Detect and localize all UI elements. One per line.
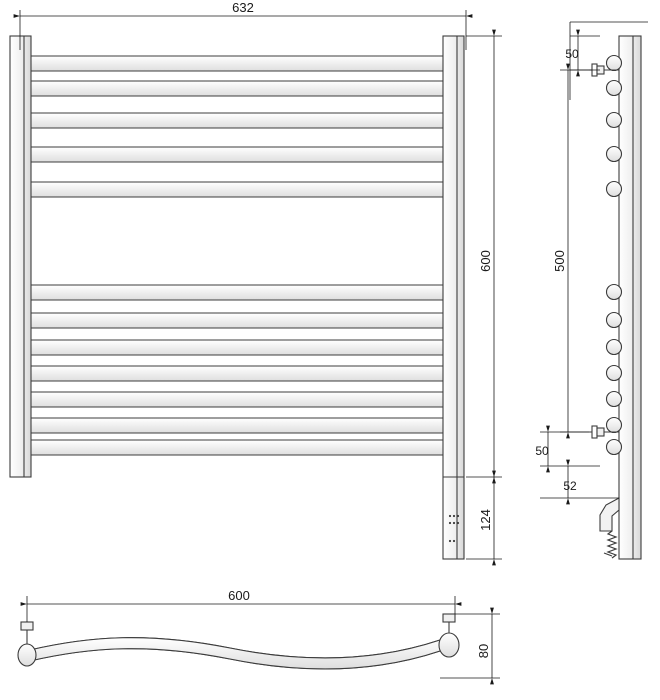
dim-50-top-label: 50 <box>565 47 579 61</box>
dim-600-height-label: 600 <box>478 250 493 272</box>
side-view-heating-element <box>600 498 619 558</box>
front-view <box>10 36 464 559</box>
side-view <box>589 36 641 559</box>
top-view-right-end <box>439 614 459 657</box>
dim-52-label: 52 <box>563 479 577 493</box>
dim-600-width-label: 600 <box>228 588 250 603</box>
front-view-rails-upper <box>22 56 452 197</box>
dim-124-label: 124 <box>478 509 493 531</box>
dim-632-label: 632 <box>232 0 254 15</box>
dim-50-bottom-label: 50 <box>535 444 549 458</box>
front-view-left-post <box>10 36 31 477</box>
top-view <box>18 614 459 669</box>
front-view-rails-lower <box>22 285 452 455</box>
dim-500-label: 500 <box>552 250 567 272</box>
dim-80-label: 80 <box>476 643 491 659</box>
top-view-left-end <box>18 622 36 666</box>
front-view-right-post <box>443 36 464 559</box>
